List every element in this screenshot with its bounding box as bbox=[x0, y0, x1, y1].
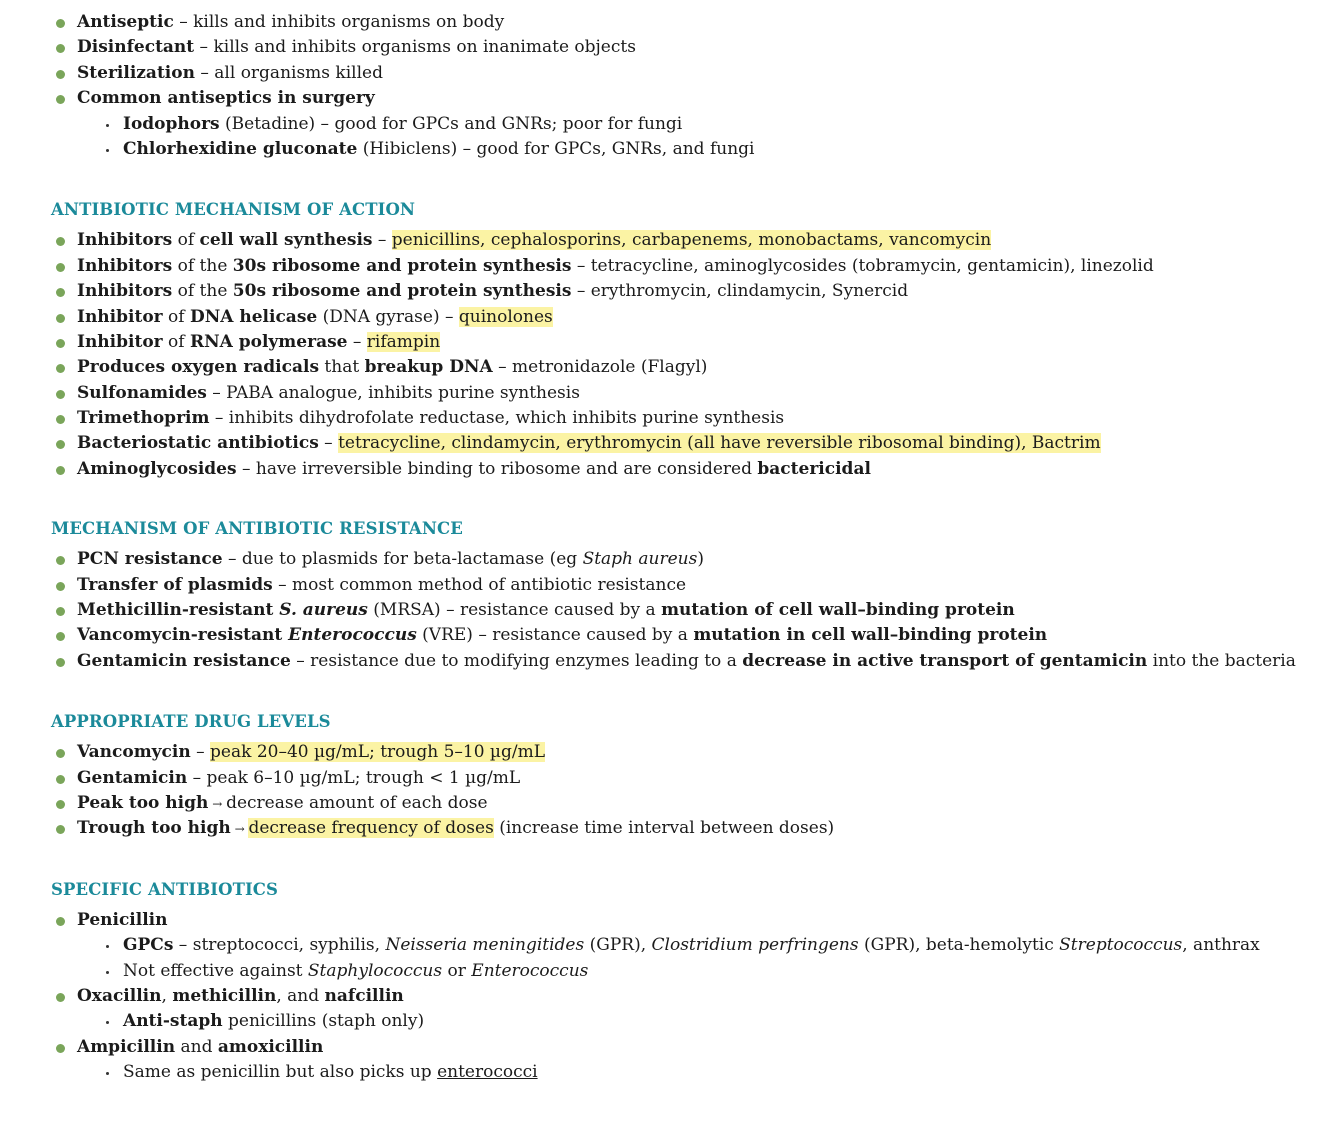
section-heading: ANTIBIOTIC MECHANISM OF ACTION bbox=[51, 200, 416, 220]
list-item: Trough too high → decrease frequency of doses (increase time interval between doses) bbox=[0, 816, 1334, 841]
list-item: Methicillin-resistant S. aureus (MRSA) – resistance caused by a mutation of cell wall–binding protein bbox=[0, 598, 1334, 623]
drug-levels-section bbox=[0, 712, 1334, 842]
sub-list-item: Same as penicillin but also picks up enterococci bbox=[0, 1060, 1334, 1085]
moa-section bbox=[0, 200, 1334, 482]
list-item: Vancomycin – peak 20–40 µg/mL; trough 5–10 µg/mL bbox=[0, 740, 1334, 765]
list-item: Gentamicin – peak 6–10 µg/mL; trough < 1 µg/mL bbox=[0, 766, 1334, 791]
list-item: PCN resistance – due to plasmids for beta-lactamase (eg Staph aureus) bbox=[0, 547, 1334, 572]
list-item: Gentamicin resistance – resistance due to modifying enzymes leading to a decrease in active transport of gentamicin into the bacteria bbox=[0, 649, 1334, 674]
list-item: Aminoglycosides – have irreversible binding to ribosome and are considered bactericidal bbox=[0, 457, 1334, 482]
section-heading: SPECIFIC ANTIBIOTICS bbox=[51, 879, 279, 899]
list-item: Vancomycin-resistant Enterococcus (VRE) – resistance caused by a mutation in cell wall–binding protein bbox=[0, 623, 1334, 648]
specific-list bbox=[0, 908, 1334, 933]
resistance-section bbox=[0, 519, 1334, 674]
highlight: decrease frequency of doses bbox=[248, 818, 494, 839]
list-item: Trimethoprim – inhibits dihydrofolate reductase, which inhibits purine synthesis bbox=[0, 406, 1334, 431]
sub-list-item: GPCs – streptococci, syphilis, Neisseria meningitides (GPR), Clostridium perfringens (GPR), beta-hemolytic Streptococcus, anthrax bbox=[0, 933, 1334, 958]
list-item: Disinfectant – kills and inhibits organisms on inanimate objects bbox=[0, 35, 1334, 60]
sub-list-item: Not effective against Staphylococcus or Enterococcus bbox=[0, 959, 1334, 984]
sub-list-item: Iodophors (Betadine) – good for GPCs and GNRs; poor for fungi bbox=[0, 112, 1334, 137]
list-item: Oxacillin, methicillin, and nafcillin bbox=[0, 984, 1334, 1009]
arrow-icon: → bbox=[230, 822, 249, 837]
list-item: Bacteriostatic antibiotics – tetracycline, clindamycin, erythromycin (all have reversible ribosomal binding), Bactrim bbox=[0, 431, 1334, 456]
list-item: Ampicillin and amoxicillin bbox=[0, 1035, 1334, 1060]
highlight: quinolones bbox=[458, 306, 553, 327]
ampicillin-sublist bbox=[0, 1060, 1334, 1085]
list-item: Penicillin bbox=[0, 908, 1334, 933]
list-item: Antiseptic – kills and inhibits organisms on body bbox=[0, 10, 1334, 35]
moa-list bbox=[0, 228, 1334, 482]
list-item: Sulfonamides – PABA analogue, inhibits purine synthesis bbox=[0, 381, 1334, 406]
section-heading: APPROPRIATE DRUG LEVELS bbox=[51, 712, 331, 732]
list-item: Inhibitors of the 30s ribosome and protein synthesis – tetracycline, aminoglycosides (tobramycin, gentamicin), linezolid bbox=[0, 254, 1334, 279]
list-item: Peak too high → decrease amount of each dose bbox=[0, 791, 1334, 816]
specific-antibiotics-section bbox=[0, 880, 1334, 1086]
oxacillin-sublist bbox=[0, 1009, 1334, 1034]
list-item: Common antiseptics in surgery bbox=[0, 86, 1334, 111]
list-item: Sterilization – all organisms killed bbox=[0, 61, 1334, 86]
sub-list-item: Anti-staph penicillins (staph only) bbox=[0, 1009, 1334, 1034]
sub-list-item: Chlorhexidine gluconate (Hibiclens) – good for GPCs, GNRs, and fungi bbox=[0, 137, 1334, 162]
drug-levels-list bbox=[0, 740, 1334, 842]
intro-sublist bbox=[0, 112, 1334, 163]
highlight: penicillins, cephalosporins, carbapenems, monobactams, vancomycin bbox=[391, 230, 992, 251]
highlight: peak 20–40 µg/mL; trough 5–10 µg/mL bbox=[210, 742, 545, 763]
list-item: Produces oxygen radicals that breakup DNA – metronidazole (Flagyl) bbox=[0, 355, 1334, 380]
list-item: Inhibitor of DNA helicase (DNA gyrase) – quinolones bbox=[0, 305, 1334, 330]
intro-section bbox=[0, 10, 1334, 162]
list-item: Inhibitors of the 50s ribosome and protein synthesis – erythromycin, clindamycin, Synercid bbox=[0, 279, 1334, 304]
section-heading: MECHANISM OF ANTIBIOTIC RESISTANCE bbox=[51, 519, 463, 539]
highlight: rifampin bbox=[366, 331, 441, 352]
underlined-text: enterococci bbox=[437, 1062, 538, 1083]
highlight: tetracycline, clindamycin, erythromycin (all have reversible ribosomal binding), Bactrim bbox=[338, 433, 1101, 454]
list-item: Inhibitor of RNA polymerase – rifampin bbox=[0, 330, 1334, 355]
resistance-list bbox=[0, 547, 1334, 674]
list-item: Inhibitors of cell wall synthesis – penicillins, cephalosporins, carbapenems, monobactams, vancomycin bbox=[0, 228, 1334, 253]
list-item: Transfer of plasmids – most common method of antibiotic resistance bbox=[0, 573, 1334, 598]
arrow-icon: → bbox=[208, 796, 227, 811]
intro-list bbox=[0, 10, 1334, 112]
penicillin-sublist bbox=[0, 933, 1334, 984]
